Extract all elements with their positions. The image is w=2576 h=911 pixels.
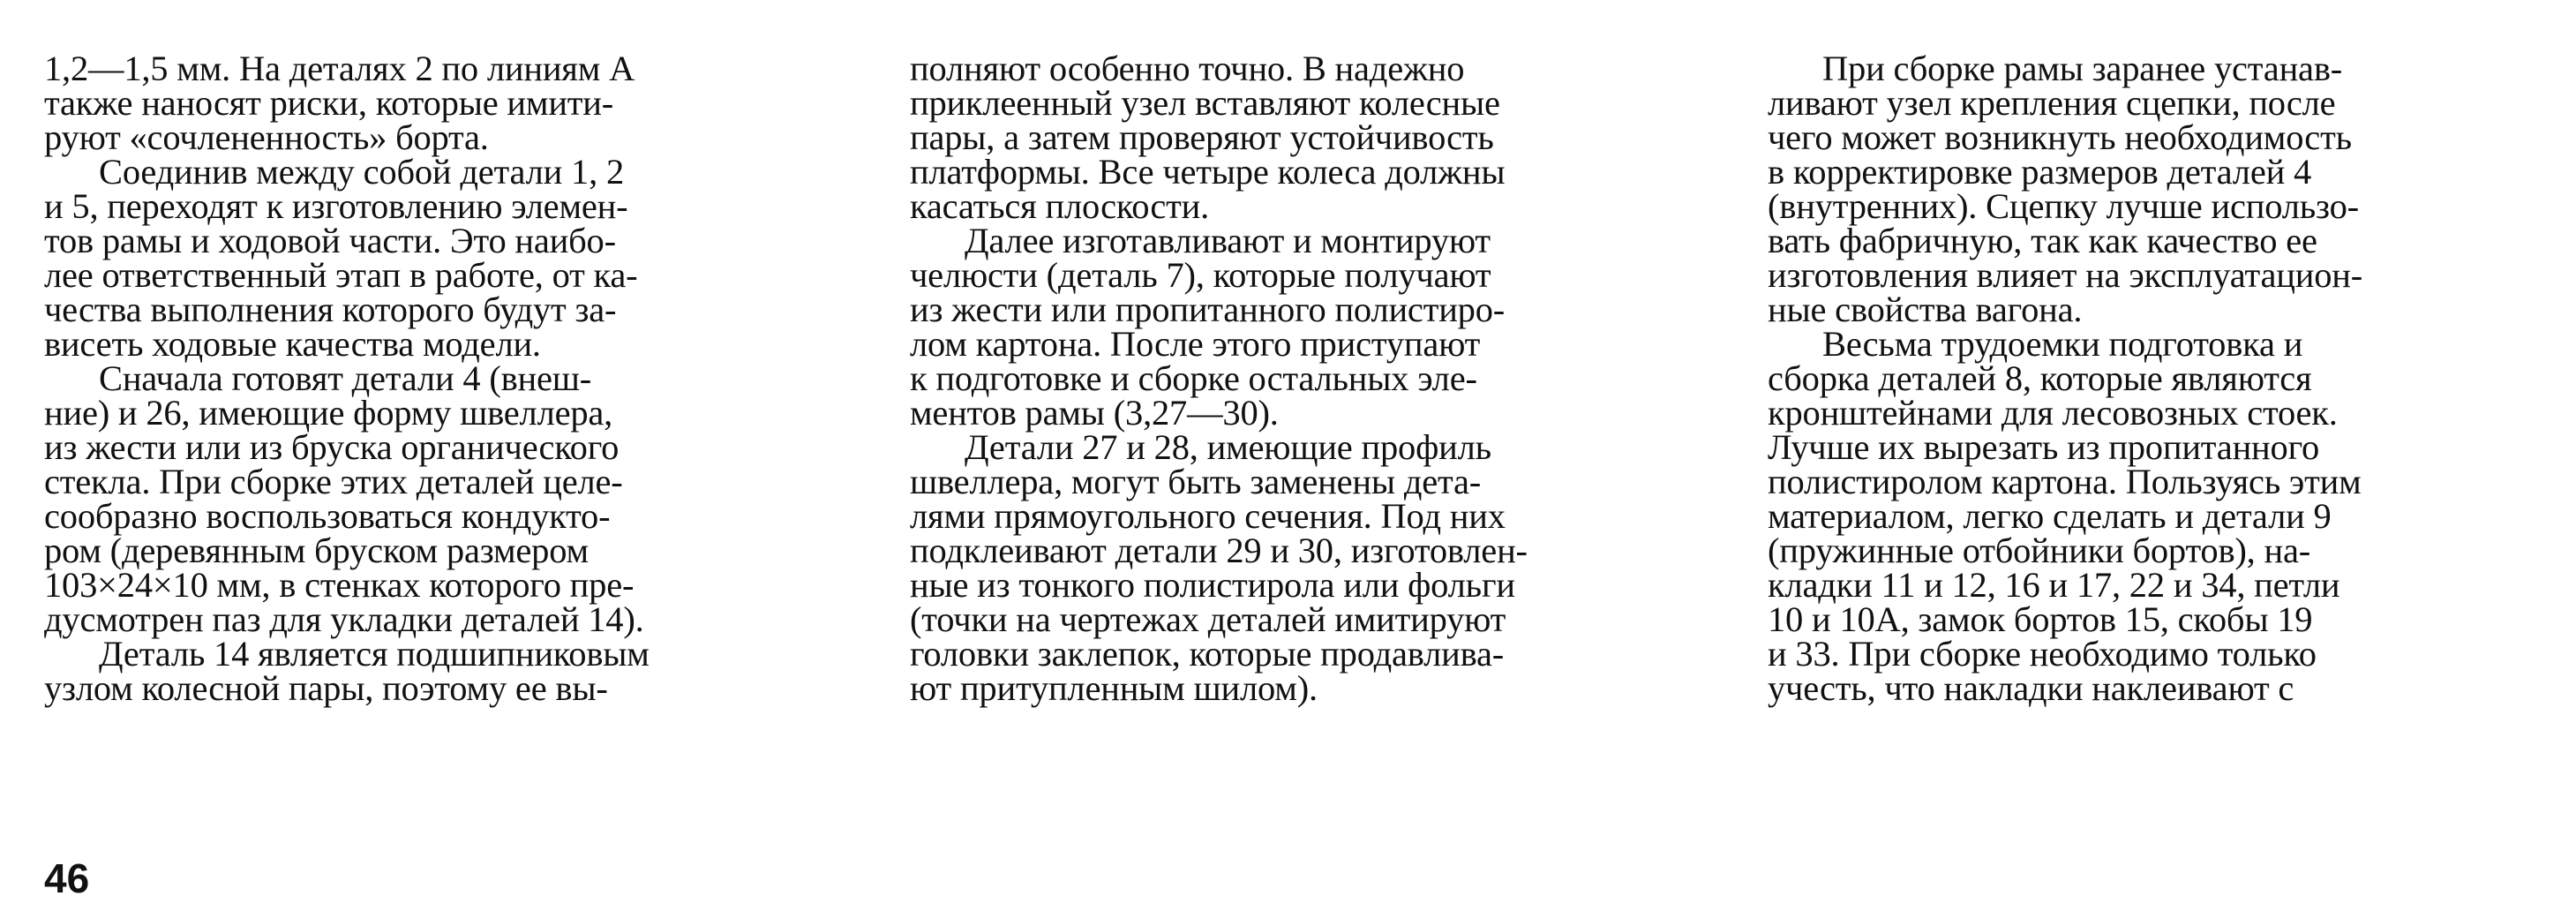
text-line: и 5, переходят к изготовлению элемен-	[44, 186, 628, 226]
text-line: ные из тонкого полистирола или фольги	[910, 565, 1515, 605]
text-line: 10 и 10А, замок бортов 15, скобы 19	[1768, 599, 2313, 639]
text-line: дусмотрен паз для укладки деталей 14).	[44, 599, 644, 639]
text-line: Лучше их вырезать из пропитанного	[1768, 427, 2320, 467]
text-line: Весьма трудоемки подготовка и	[1822, 324, 2303, 364]
text-line: из жести или из бруска органического	[44, 427, 620, 467]
text-line: ные свойства вагона.	[1768, 290, 2083, 329]
text-line: сборка деталей 8, которые являются	[1768, 358, 2312, 398]
paragraph	[910, 221, 1695, 433]
text-line: сообразно воспользоваться кондукто-	[44, 496, 611, 536]
text-line: ние) и 26, имеющие форму швеллера,	[44, 393, 613, 433]
text-line: (точки на чертежах деталей имитируют	[910, 599, 1506, 639]
text-line: пары, а затем проверяют устойчивость	[910, 117, 1494, 157]
text-line: (внутренних). Сцепку лучше использо-	[1768, 186, 2359, 226]
text-line: к подготовке и сборке остальных эле-	[910, 358, 1477, 398]
text-line: полняют особенно точно. В надежно	[910, 49, 1465, 88]
text-line: висеть ходовые качества модели.	[44, 324, 541, 364]
text-column-2	[910, 49, 1695, 708]
paragraph	[44, 152, 821, 364]
text-line: лями прямоугольного сечения. Под них	[910, 496, 1506, 536]
text-line: и 33. При сборке необходимо только	[1768, 634, 2317, 674]
text-line: 103×24×10 мм, в стенках которого пре-	[44, 565, 635, 605]
text-line: вать фабричную, так как качество ее	[1768, 221, 2317, 260]
text-line: изготовления влияет на эксплуатацион-	[1768, 255, 2363, 295]
text-line: головки заклепок, которые продавлива-	[910, 634, 1505, 674]
text-line: ливают узел крепления сцепки, после	[1768, 83, 2336, 123]
page-number: 46	[44, 855, 90, 901]
text-line: материалом, легко сделать и детали 9	[1768, 496, 2332, 536]
text-line: тов рамы и ходовой части. Это наибо-	[44, 221, 616, 260]
text-line: ментов рамы (3,27—30).	[910, 393, 1279, 433]
text-line: ют притупленным шилом).	[910, 668, 1318, 708]
text-line: учесть, что накладки наклеивают с	[1768, 668, 2294, 708]
paragraph	[44, 358, 821, 639]
text-line: Соединив между собой детали 1, 2	[99, 152, 624, 192]
text-line: швеллера, могут быть заменены дета-	[910, 462, 1482, 501]
paragraph	[910, 49, 1695, 226]
paragraph	[1768, 51, 2544, 327]
text-line: чего может возникнуть необходимость	[1768, 117, 2352, 157]
text-line: (пружинные отбойники бортов), на-	[1768, 531, 2311, 570]
paragraph	[44, 634, 821, 708]
text-line: полистиролом картона. Пользуясь этим	[1768, 462, 2362, 501]
text-line: из жести или пропитанного полистиро-	[910, 290, 1506, 329]
text-line: Далее изготавливают и монтируют	[965, 221, 1491, 260]
text-line: ром (деревянным бруском размером	[44, 531, 589, 570]
text-line: челюсти (деталь 7), которые получают	[910, 255, 1491, 295]
text-line: При сборке рамы заранее устанав-	[1822, 49, 2343, 88]
paragraph	[910, 427, 1695, 708]
text-line: чества выполнения которого будут за-	[44, 290, 617, 329]
text-line: касаться плоскости.	[910, 186, 1210, 226]
text-line: Детали 27 и 28, имеющие профиль	[965, 427, 1491, 467]
text-line: также наносят риски, которые имити-	[44, 83, 614, 123]
paragraph	[1768, 324, 2544, 708]
paragraph	[44, 49, 821, 157]
text-line: в корректировке размеров деталей 4	[1768, 152, 2312, 192]
text-line: кладки 11 и 12, 16 и 17, 22 и 34, петли	[1768, 565, 2340, 605]
text-line: лее ответственный этап в работе, от ка-	[44, 255, 638, 295]
text-line: Деталь 14 является подшипниковым	[99, 634, 650, 674]
text-line: стекла. При сборке этих деталей целе-	[44, 462, 623, 501]
text-column-3	[1768, 49, 2544, 708]
text-line: Сначала готовят детали 4 (внеш-	[99, 358, 592, 398]
text-column-1	[44, 49, 821, 708]
text-line: подклеивают детали 29 и 30, изготовлен-	[910, 531, 1528, 570]
text-line: 1,2—1,5 мм. На деталях 2 по линиям А	[44, 49, 635, 88]
text-line: лом картона. После этого приступают	[910, 324, 1481, 364]
text-line: кронштейнами для лесовозных стоек.	[1768, 393, 2338, 433]
text-line: руют «сочлененность» борта.	[44, 117, 489, 157]
text-line: платформы. Все четыре колеса должны	[910, 152, 1506, 192]
text-line: приклеенный узел вставляют колесные	[910, 83, 1500, 123]
text-line: узлом колесной пары, поэтому ее вы-	[44, 668, 608, 708]
